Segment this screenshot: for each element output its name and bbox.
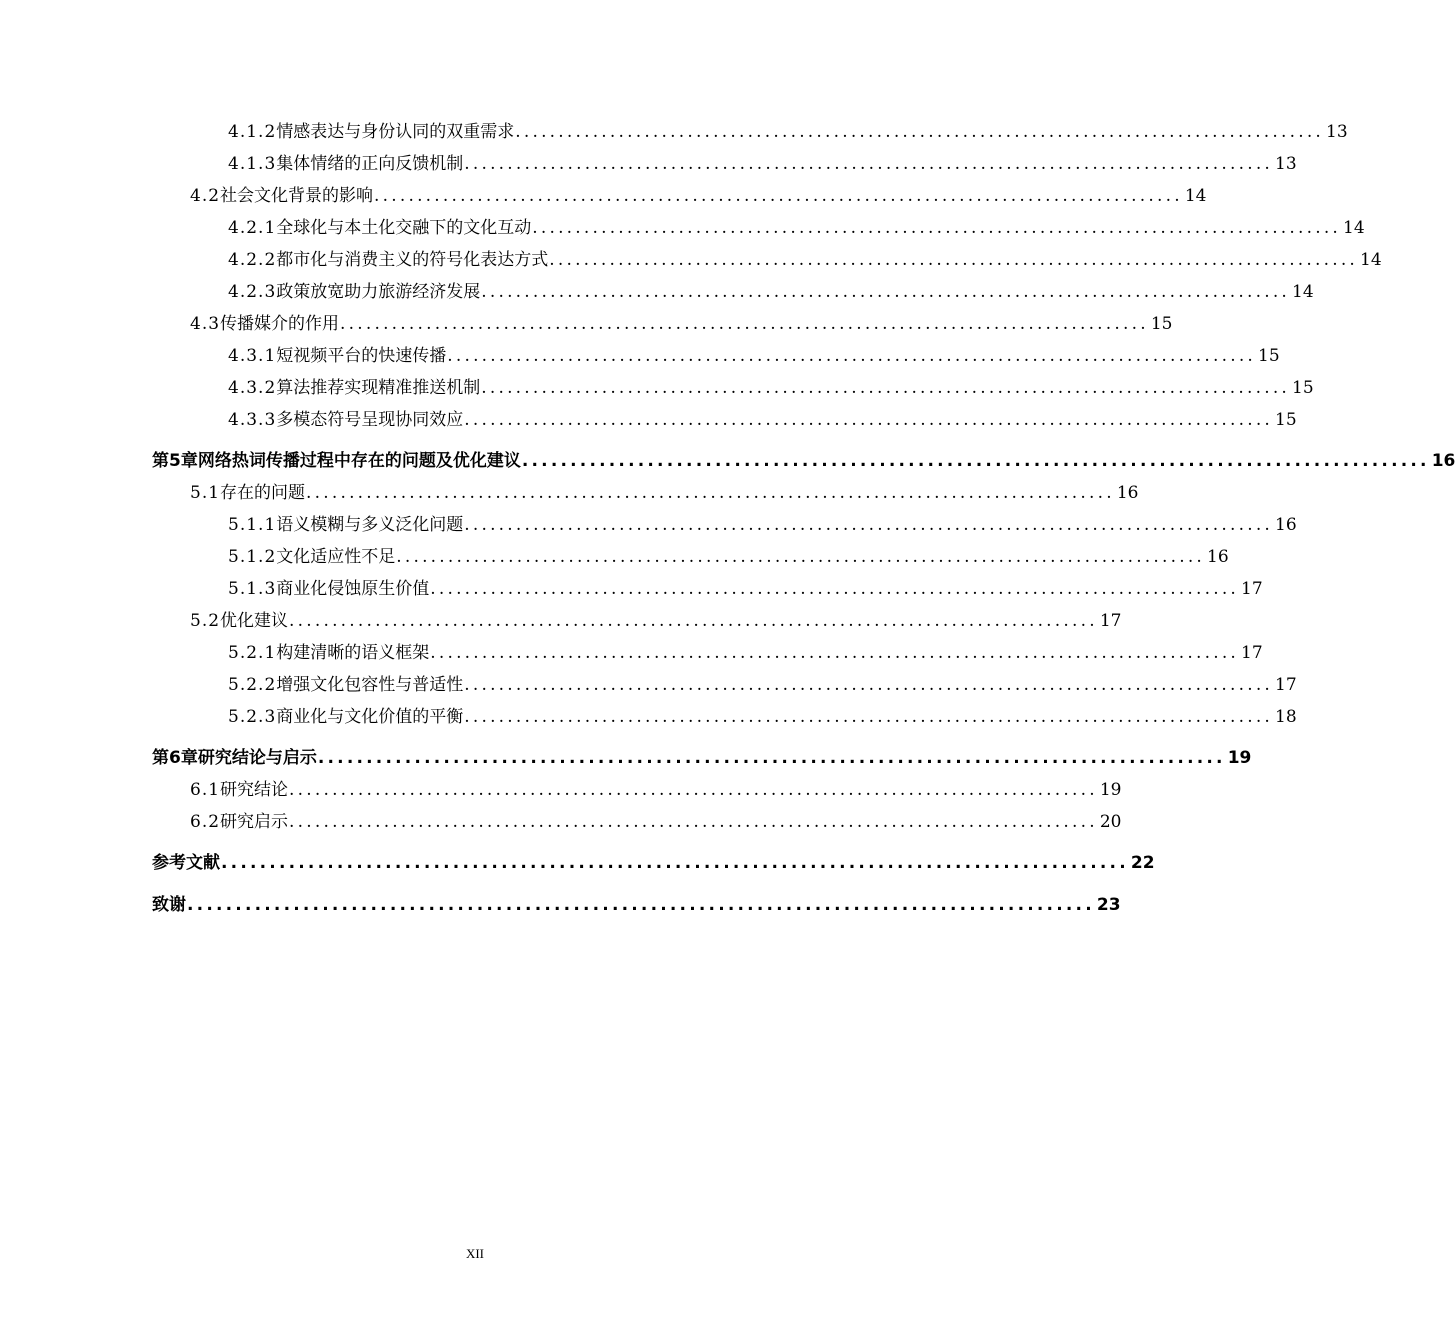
toc-entry-page: 14 [1343,218,1365,238]
toc-entry-page: 22 [1130,853,1155,873]
toc-entry[interactable] [228,248,1382,272]
dot-leader: .............................................................................................. [221,853,1129,873]
dot-leader: .............................................................................................. [306,483,1115,503]
toc-chapter-number: 第6章 [152,748,198,768]
toc-entry[interactable] [190,312,1173,336]
page-number: XII [465,1246,485,1261]
toc-entry-number: 5.1 [190,483,221,503]
toc-entry[interactable] [228,408,1297,432]
toc-entry-page: 14 [1292,282,1314,302]
toc-entry-number: 4.3.3 [228,410,277,430]
dot-leader: .............................................................................................. [464,675,1274,695]
toc-entry-page: 16 [1207,547,1229,567]
toc-entry-number: 5.1.2 [228,547,277,567]
dot-leader: .............................................................................................. [549,250,1359,270]
toc-entry-title: 研究启示 [220,812,289,832]
toc-entry-title: 参考文献 [152,853,220,873]
toc-entry[interactable] [228,641,1263,665]
toc-entry[interactable] [190,609,1122,633]
toc-acknowledgements-entry[interactable] [152,893,1121,917]
toc-entry-title: 都市化与消费主义的符号化表达方式 [276,250,549,270]
toc-entry-page: 23 [1096,895,1121,915]
toc-entry-title: 传播媒介的作用 [220,314,340,334]
toc-entry-number: 5.1.1 [228,515,277,535]
dot-leader: .............................................................................................. [481,282,1291,302]
dot-leader: .............................................................................................. [464,154,1274,174]
toc-entry-page: 19 [1227,748,1252,768]
toc-entry-title: 增强文化包容性与普适性 [276,675,464,695]
toc-references-entry[interactable] [152,851,1155,875]
toc-entry[interactable] [228,280,1314,304]
toc-entry-page: 16 [1431,451,1455,471]
toc-entry-number: 6.1 [190,780,221,800]
toc-entry-number: 4.3 [190,314,221,334]
toc-entry-number: 4.3.1 [228,346,277,366]
toc-entry-title: 存在的问题 [220,483,306,503]
toc-entry-number: 4.2 [190,186,221,206]
toc-entry[interactable] [228,376,1314,400]
toc-entry-number: 5.2.2 [228,675,277,695]
toc-entry-title: 商业化侵蚀原生价值 [276,579,430,599]
toc-entry-number: 4.2.1 [228,218,277,238]
toc-entry[interactable] [228,545,1229,569]
toc-entry-page: 15 [1275,410,1297,430]
toc-entry[interactable] [228,120,1348,144]
dot-leader: .............................................................................................. [515,122,1325,142]
dot-leader: .............................................................................................. [340,314,1149,334]
toc-entry-title: 情感表达与身份认同的双重需求 [276,122,515,142]
toc-entry-title: 商业化与文化价值的平衡 [276,707,464,727]
toc-entry-title: 集体情绪的正向反馈机制 [276,154,464,174]
toc-entry[interactable] [228,577,1263,601]
toc-entry-page: 15 [1150,314,1173,334]
dot-leader: .............................................................................................. [187,895,1095,915]
toc-entry-page: 18 [1275,707,1297,727]
toc-entry-page: 16 [1275,515,1297,535]
dot-leader: .............................................................................................. [374,186,1183,206]
toc-entry[interactable] [228,673,1297,697]
toc-entry-page: 17 [1099,611,1122,631]
toc-entry-title: 文化适应性不足 [276,547,396,567]
toc-entry[interactable] [190,778,1122,802]
toc-entry[interactable] [228,152,1297,176]
toc-entry-title: 算法推荐实现精准推送机制 [276,378,481,398]
toc-entry[interactable] [228,705,1297,729]
dot-leader: .............................................................................................. [532,218,1342,238]
toc-entry-title: 优化建议 [220,611,289,631]
toc-entry[interactable] [228,216,1365,240]
toc-entry-page: 15 [1258,346,1280,366]
toc-chapter-title: 网络热词传播过程中存在的问题及优化建议 [197,451,521,471]
toc-entry-page: 17 [1241,643,1263,663]
toc-entry-title: 多模态符号呈现协同效应 [276,410,464,430]
toc-entry[interactable] [190,184,1207,208]
toc-chapter-entry[interactable] [152,449,1455,473]
toc-chapter-title: 研究结论与启示 [197,748,317,768]
toc-entry-number: 4.1.2 [228,122,277,142]
toc-chapter-entry[interactable] [152,746,1252,770]
toc-entry-title: 政策放宽助力旅游经济发展 [276,282,481,302]
toc-entry-page: 20 [1099,812,1122,832]
dot-leader: .............................................................................................. [289,780,1098,800]
toc-entry-page: 19 [1099,780,1122,800]
dot-leader: .............................................................................................. [289,812,1098,832]
toc-entry-page: 15 [1292,378,1314,398]
toc-entry-number: 4.1.3 [228,154,277,174]
toc-entry-title: 短视频平台的快速传播 [276,346,447,366]
toc-entry[interactable] [190,810,1122,834]
toc-entry-page: 14 [1184,186,1207,206]
toc-entry-title: 构建清晰的语义框架 [276,643,430,663]
dot-leader: .............................................................................................. [464,515,1274,535]
dot-leader: .............................................................................................. [481,378,1291,398]
dot-leader: .............................................................................................. [521,451,1430,471]
dot-leader: .............................................................................................. [317,748,1226,768]
toc-entry-page: 16 [1116,483,1139,503]
toc-entry-number: 5.2.1 [228,643,277,663]
toc-entry-number: 5.2 [190,611,221,631]
toc-entry-page: 13 [1326,122,1348,142]
toc-entry-title: 全球化与本土化交融下的文化互动 [276,218,532,238]
toc-chapter-number: 第5章 [152,451,198,471]
toc-entry-number: 5.1.3 [228,579,277,599]
toc-entry-title: 语义模糊与多义泛化问题 [276,515,464,535]
dot-leader: .............................................................................................. [464,410,1274,430]
toc-entry-number: 5.2.3 [228,707,277,727]
toc-entry-title: 研究结论 [220,780,289,800]
dot-leader: .............................................................................................. [430,643,1240,663]
toc-entry-page: 17 [1241,579,1263,599]
toc-entry-number: 4.3.2 [228,378,277,398]
dot-leader: .............................................................................................. [447,346,1257,366]
toc-entry-page: 14 [1360,250,1382,270]
toc-entry[interactable] [190,481,1139,505]
toc-entry-number: 4.2.3 [228,282,277,302]
toc-entry[interactable] [228,344,1280,368]
toc-entry-number: 4.2.2 [228,250,277,270]
toc-entry-title: 社会文化背景的影响 [220,186,374,206]
toc-entry-page: 17 [1275,675,1297,695]
dot-leader: .............................................................................................. [396,547,1206,567]
dot-leader: .............................................................................................. [289,611,1098,631]
toc-entry-title: 致谢 [152,895,186,915]
toc-entry-number: 6.2 [190,812,221,832]
toc-entry-page: 13 [1275,154,1297,174]
dot-leader: .............................................................................................. [430,579,1240,599]
dot-leader: .............................................................................................. [464,707,1274,727]
toc-entry[interactable] [228,513,1297,537]
